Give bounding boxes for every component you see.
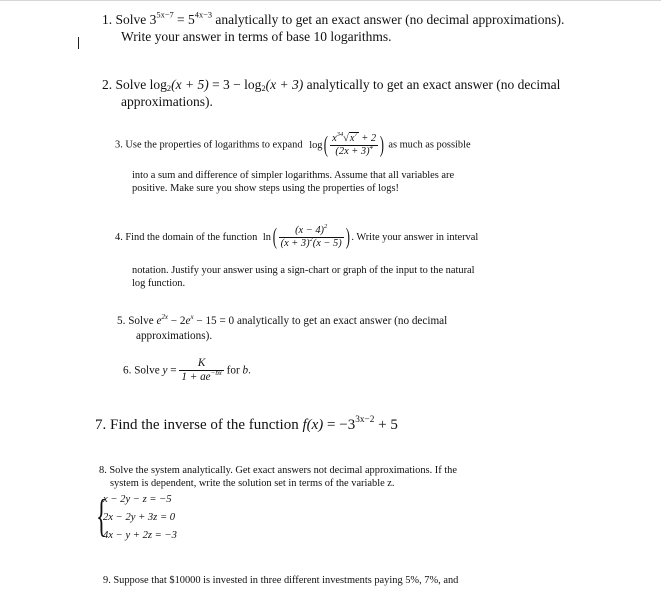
question-4-line-2: notation. Justify your answer using a sign-chart or graph of the input to the natural [132,265,475,276]
system-equation-1: x − 2y − z = −5 [103,494,172,505]
question-8-line-2: system is dependent, write the solution set in terms of the variable z. [110,478,395,489]
q1-number: 1. Solve [102,12,150,27]
question-5-line-1: 5. Solve $e^{2x} - 2e^x - 15 = 0$ analytically to get an exact answer (no decimal [117,312,448,327]
question-1-line-2: Write your answer in terms of base 10 logarithms. [121,29,392,44]
question-9-line-1: 9. Suppose that $10000 is invested in three different investments paying 5%, 7%, and [103,575,459,586]
q6-fraction: $\frac{K}{1 + ae^{-bx}}$ [181,357,222,383]
top-border [0,0,661,1]
question-6: 6. Solve y = $\frac{K}{1 + ae^{-bx}}$ for b. [123,357,251,383]
system-equation-3: 4x − y + 2z = −3 [103,530,177,541]
system-brace: { [96,490,108,541]
question-3-line-2: into a sum and difference of simpler logarithms. Assume that all variables are [132,170,455,181]
text-cursor [78,37,79,49]
question-3-line-3: positive. Make sure you show steps using the properties of logs! [132,183,399,194]
system-equation-2: 2x − 2y + 3z = 0 [103,512,176,523]
question-7: 7. Find the inverse of the function $f(x) = -3^{3x-2} + 5$ [95,415,398,433]
question-4-line-1: 4. Find the domain of the function ln( $\frac{(x - 4)^2}{(x + 3)^2(x - 5)}$ ) . Write your answer in interval [115,223,479,250]
question-3-line-1: 3. Use the properties of logarithms to expand log( $\frac{x^{34}√x^7 + 2}{(2x + 3)^4}$ ) as much as possible [115,131,471,157]
q3-fraction: $\frac{x^{34}√x^7 + 2}{(2x + 3)^4}$ [332,131,377,157]
q4-fraction: $\frac{(x - 4)^2}{(x + 3)^2(x - 5)}$ [280,223,342,249]
question-2-line-1: 2. Solve $\log_2(x + 5) = 3 - \log_2(x + 3)$ analytically to get an exact answer (no decimal [102,77,561,94]
question-1-line-1: 1. Solve $3^{5x-7} = 5^{4x-3}$ analytically to get an exact answer (no decimal approximations). [102,10,565,27]
question-4-line-3: log function. [132,278,186,289]
question-2-line-2: approximations). [121,94,213,109]
question-5-line-2: approximations). [136,330,213,342]
question-8-line-1: 8. Solve the system analytically. Get exact answers not decimal approximations. If the [99,465,457,476]
